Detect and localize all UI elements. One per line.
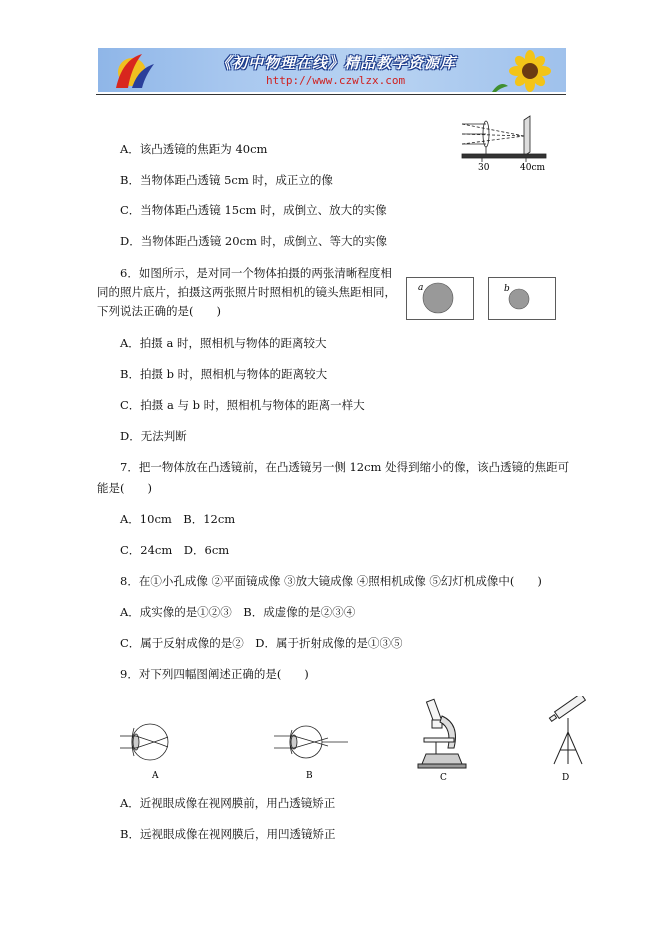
q5-option-a: A．该凸透镜的焦距为 40cm: [120, 142, 268, 156]
q6-option-c: C．拍摄 a 与 b 时，照相机与物体的距离一样大: [120, 398, 365, 412]
q7-options-cd: C．24cm D．6cm: [120, 543, 230, 557]
q7-stem-line2: 能是( ): [97, 481, 152, 495]
q9-option-a: A．近视眼成像在视网膜前，用凸透镜矫正: [120, 796, 336, 810]
banner-title: 《初中物理在线》精品教学资源库: [216, 54, 457, 72]
photo-b-label: b: [504, 284, 510, 294]
q8-options-ab: A．成实像的是①②③ B．成虚像的是②③④: [120, 605, 356, 619]
fig-label-a: A: [152, 771, 159, 781]
q7-options-ab: A．10cm B．12cm: [120, 512, 236, 526]
q5-option-c: C．当物体距凸透镜 15cm 时，成倒立、放大的实像: [120, 203, 387, 217]
q6-stem-line2: 同的照片底片，拍摄这两张照片时照相机的镜头焦距相同，: [97, 285, 396, 299]
q6-option-d: D．无法判断: [120, 429, 187, 443]
fig-label-c: C: [440, 773, 447, 782]
site-logo-icon: [102, 50, 160, 90]
sunflower-icon: [486, 50, 562, 92]
telescope-figure: [540, 696, 596, 782]
banner-url[interactable]: http://www.czwlzx.com: [266, 74, 406, 87]
q7-stem-line1: 7．把一物体放在凸透镜前，在凸透镜另一侧 12cm 处得到缩小的像，该凸透镜的焦距可: [120, 460, 570, 474]
q6-stem-line1: 6．如图所示，是对同一个物体拍摄的两张清晰程度相: [120, 266, 392, 280]
bench-tick-30: 30: [478, 163, 490, 172]
q9-option-b: B．远视眼成像在视网膜后，用凹透镜矫正: [120, 827, 336, 841]
q8-stem: 8．在①小孔成像 ②平面镜成像 ③放大镜成像 ④照相机成像 ⑤幻灯机成像中( ): [120, 574, 542, 588]
microscope-figure: [412, 696, 474, 782]
photo-a-label: a: [418, 283, 424, 293]
photo-a-figure: [406, 277, 474, 320]
q5-option-b: B．当物体距凸透镜 5cm 时，成正立的像: [120, 173, 333, 187]
photo-b-figure: [488, 277, 556, 320]
q6-option-a: A．拍摄 a 时，照相机与物体的距离较大: [120, 336, 327, 350]
q6-option-b: B．拍摄 b 时，照相机与物体的距离较大: [120, 367, 328, 381]
eye-diagram-b: [272, 720, 352, 782]
q6-stem-line3: 下列说法正确的是( ): [97, 304, 221, 318]
q9-stem: 9．对下列四幅图阐述正确的是( ): [120, 667, 309, 681]
q8-options-cd: C．属于反射成像的是② D．属于折射成像的是①③⑤: [120, 636, 403, 650]
eye-diagram-a: [120, 720, 200, 782]
header-rule: [96, 94, 566, 95]
optical-bench-figure: [458, 114, 550, 172]
fig-label-b: B: [306, 771, 313, 781]
fig-label-d: D: [562, 773, 570, 782]
bench-tick-40: 40cm: [520, 163, 546, 172]
header-banner: [98, 48, 566, 92]
q5-option-d: D．当物体距凸透镜 20cm 时，成倒立、等大的实像: [120, 234, 388, 248]
